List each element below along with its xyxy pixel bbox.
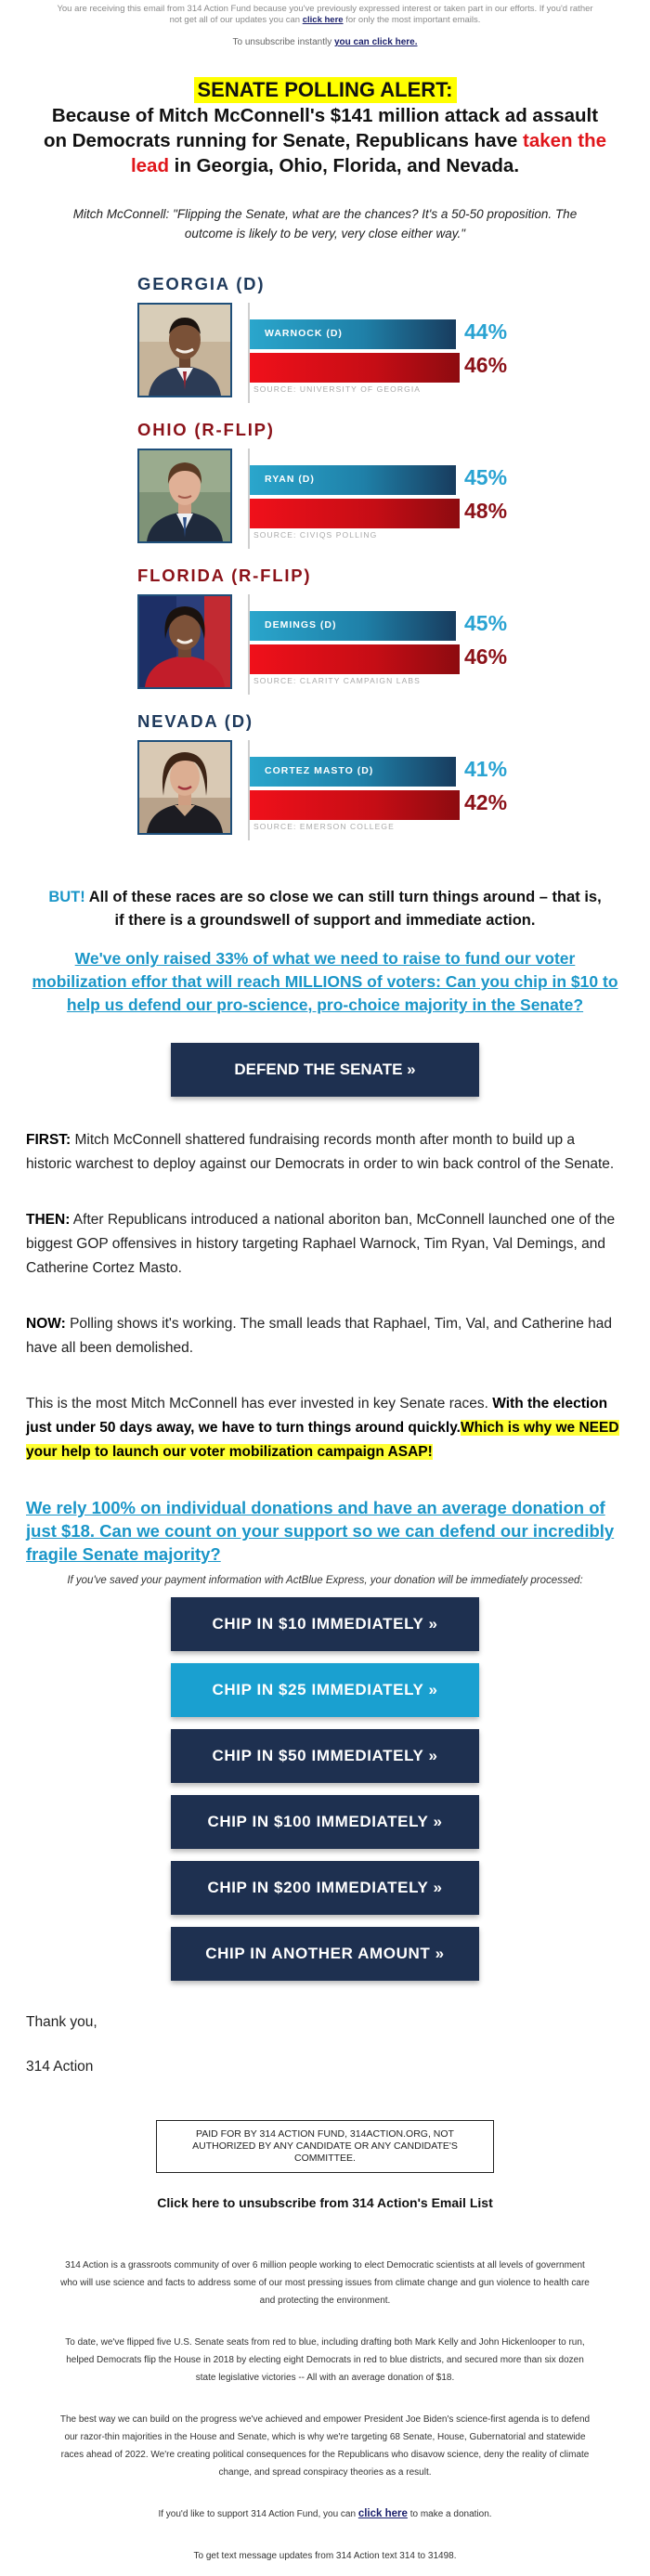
unsubscribe-top (0, 37, 650, 47)
alert-body-end: in Georgia, Ohio, Florida, and Nevada. (168, 155, 520, 176)
preheader-link[interactable]: click here (302, 15, 344, 25)
candidate-photo-cortez-masto (137, 740, 232, 835)
actblue-express-note: If you've saved your payment information with ActBlue Express, your donation will be immediately processed: (67, 1575, 583, 1586)
race-florida (137, 565, 546, 710)
first-label: FIRST: (26, 1132, 72, 1148)
dem-bar (250, 465, 456, 495)
chip-in-10-button[interactable]: CHIP IN $10 IMMEDIATELY » (171, 1597, 479, 1651)
signoff-thanks: Thank you, (26, 2014, 98, 2030)
polling-races (137, 273, 546, 856)
race-title: FLORIDA (R-FLIP) (137, 566, 312, 585)
then-text: After Republicans introduced a national aboriton ban, McConnell launched one of the biggest GOP offensives in history targeting Raphael Warnock, Tim Ryan, Val Demings, and Catherine Cortez Masto. (26, 1212, 616, 1276)
chip-in-ask-link[interactable]: We've only raised 33% of what we need to raise to fund our voter mobilization effor that will reach MILLIONS of voters: Can you chip in $10 to help us defend our pro-science, pro-choice majority in the Senate? (32, 949, 618, 1014)
rep-percent: 42% (464, 790, 508, 814)
paragraph-now (26, 1312, 624, 1360)
paid-for-disclaimer: PAID FOR BY 314 ACTION FUND, 314ACTION.ORG, NOT AUTHORIZED BY ANY CANDIDATE OR ANY CANDIDATE'S COMMITTEE. (156, 2120, 494, 2173)
chip-in-other-button[interactable]: CHIP IN ANOTHER AMOUNT » (171, 1927, 479, 1981)
then-label: THEN: (26, 1212, 71, 1228)
rep-percent: 48% (464, 499, 508, 523)
dem-bar (250, 319, 456, 349)
footer-text-updates: To get text message updates from 314 Action text 314 to 31498. (193, 2551, 457, 2561)
but-callout (48, 886, 602, 932)
mcconnell-quote: Mitch McConnell: "Flipping the Senate, what are the chances? It's a 50-50 proposition. The outcome is likely to be very, very close either way." (72, 207, 578, 241)
candidate-name: RYAN (D) (265, 474, 315, 485)
rep-percent: 46% (464, 644, 508, 669)
candidate-photo-ryan (137, 449, 232, 543)
unsubscribe-top-link[interactable]: you can click here. (334, 37, 418, 47)
footer-record: To date, we've flipped five U.S. Senate seats from red to blue, including drafting both Mark Kelly and John Hickenlooper to run, helped Democrats flip the House in 2018 by electing eight Democrats in red to blue districts, and secured more than six dozen state legislative victories -- All with an average donation of $18. (65, 2337, 585, 2383)
alert-body-red: taken the lead (130, 130, 607, 176)
chip-in-25-button[interactable]: CHIP IN $25 IMMEDIATELY » (171, 1663, 479, 1717)
candidate-name: CORTEZ MASTO (D) (265, 765, 374, 776)
now-text: Polling shows it's working. The small leads that Raphael, Tim, Val, and Catherine had have all been demolished. (26, 1316, 613, 1356)
final-text: This is the most Mitch McConnell has ever invested in key Senate races. (26, 1396, 493, 1412)
rep-bar (250, 353, 460, 383)
footer-donate-text: If you'd like to support 314 Action Fund, you can (158, 2509, 358, 2519)
unsubscribe-top-text: To unsubscribe instantly (232, 37, 334, 47)
paragraph-final (26, 1392, 624, 1464)
chip-in-200-button[interactable]: CHIP IN $200 IMMEDIATELY » (171, 1861, 479, 1915)
defend-senate-button[interactable]: DEFEND THE SENATE » (171, 1043, 479, 1097)
race-georgia (137, 273, 546, 419)
candidate-name: WARNOCK (D) (265, 328, 343, 339)
average-donation-link[interactable]: We rely 100% on individual donations and have an average donation of just $18. Can we count on your support so we can defend our incredibly fragile Senate majority? (26, 1498, 615, 1564)
rep-percent: 46% (464, 353, 508, 377)
candidate-portrait-image (139, 742, 230, 833)
candidate-portrait-image (139, 305, 230, 396)
rep-bar (250, 644, 460, 674)
candidate-name: DEMINGS (D) (265, 619, 337, 631)
but-lead: BUT! (48, 889, 85, 905)
alert-headline-wrap (0, 77, 650, 103)
rep-bar (250, 499, 460, 528)
race-title: NEVADA (D) (137, 711, 254, 731)
race-title: OHIO (R-FLIP) (137, 420, 275, 439)
footer-donate (56, 2505, 594, 2523)
dem-bar (250, 611, 456, 641)
candidate-photo-warnock (137, 303, 232, 397)
but-text: All of these races are so close we can still turn things around – that is, if there is a groundswell of support and immediate action. (84, 889, 602, 929)
signoff-org: 314 Action (26, 2059, 94, 2075)
dem-bar (250, 757, 456, 787)
dem-percent: 45% (464, 611, 508, 635)
footer-donate-text-end: to make a donation. (407, 2509, 492, 2519)
poll-source: SOURCE: CLARITY CAMPAIGN LABS (254, 676, 421, 685)
final-highlight: Which is why we NEED your help to launch our voter mobilization campaign ASAP! (26, 1420, 619, 1460)
footer-donate-link[interactable]: click here (358, 2508, 408, 2519)
race-ohio (137, 419, 546, 565)
unsubscribe-bottom-link[interactable]: Click here to unsubscribe from 314 Action's Email List (157, 2195, 493, 2210)
now-label: NOW: (26, 1316, 66, 1332)
candidate-photo-demings (137, 594, 232, 689)
race-nevada (137, 710, 546, 856)
chip-in-buttons (0, 1597, 650, 1981)
paragraph-then (26, 1208, 624, 1281)
preheader-text-end: for only the most important emails. (343, 15, 481, 25)
dem-percent: 41% (464, 757, 508, 781)
poll-source: SOURCE: CIVIQS POLLING (254, 530, 378, 540)
final-bold: With the election just under 50 days away, we have to turn things around quickly. (26, 1396, 608, 1436)
alert-body (0, 103, 650, 178)
rep-bar (250, 790, 460, 820)
dem-percent: 45% (464, 465, 508, 489)
candidate-portrait-image (139, 596, 230, 687)
footer-about: 314 Action is a grassroots community of over 6 million people working to elect Democratic scientists at all levels of government who will use science and facts to address some of our most pressing issues from climate change and gun violence to health care and protecting the environment. (60, 2260, 590, 2306)
dem-percent: 44% (464, 319, 508, 344)
first-text: Mitch McConnell shattered fundraising records month after month to build up a historic warchest to deploy against our Democrats in order to win back control of the Senate. (26, 1132, 615, 1172)
unsubscribe-bottom (0, 2195, 650, 2210)
footer-plan: The best way we can build on the progress we've achieved and empower President Joe Biden's science-first agenda is to defend our razor-thin majorities in the House and Senate, which is why we're targeting 68 Senate, House, Gubernatorial and statewide races ahead of 2022. We're creating political consequences for the Republicans who disavow science, deny the reality of climate change, and spread conspiracy theories as a result. (59, 2414, 591, 2478)
alert-headline: SENATE POLLING ALERT: (194, 77, 457, 103)
race-title: GEORGIA (D) (137, 274, 266, 293)
chip-in-50-button[interactable]: CHIP IN $50 IMMEDIATELY » (171, 1729, 479, 1783)
paragraph-first (26, 1128, 624, 1177)
alert-body-start: Because of Mitch McConnell's $141 million attack ad assault on Democrats running for Senate, Republicans have (43, 105, 599, 151)
candidate-portrait-image (139, 450, 230, 541)
poll-source: SOURCE: UNIVERSITY OF GEORGIA (254, 384, 422, 394)
preheader (0, 0, 650, 26)
preheader-text: You are receiving this email from 314 Action Fund because you've previously expressed interest or taken part in our efforts. If you'd rather not get all of our updates you can (57, 4, 593, 25)
poll-source: SOURCE: EMERSON COLLEGE (254, 822, 395, 831)
chip-in-100-button[interactable]: CHIP IN $100 IMMEDIATELY » (171, 1795, 479, 1849)
